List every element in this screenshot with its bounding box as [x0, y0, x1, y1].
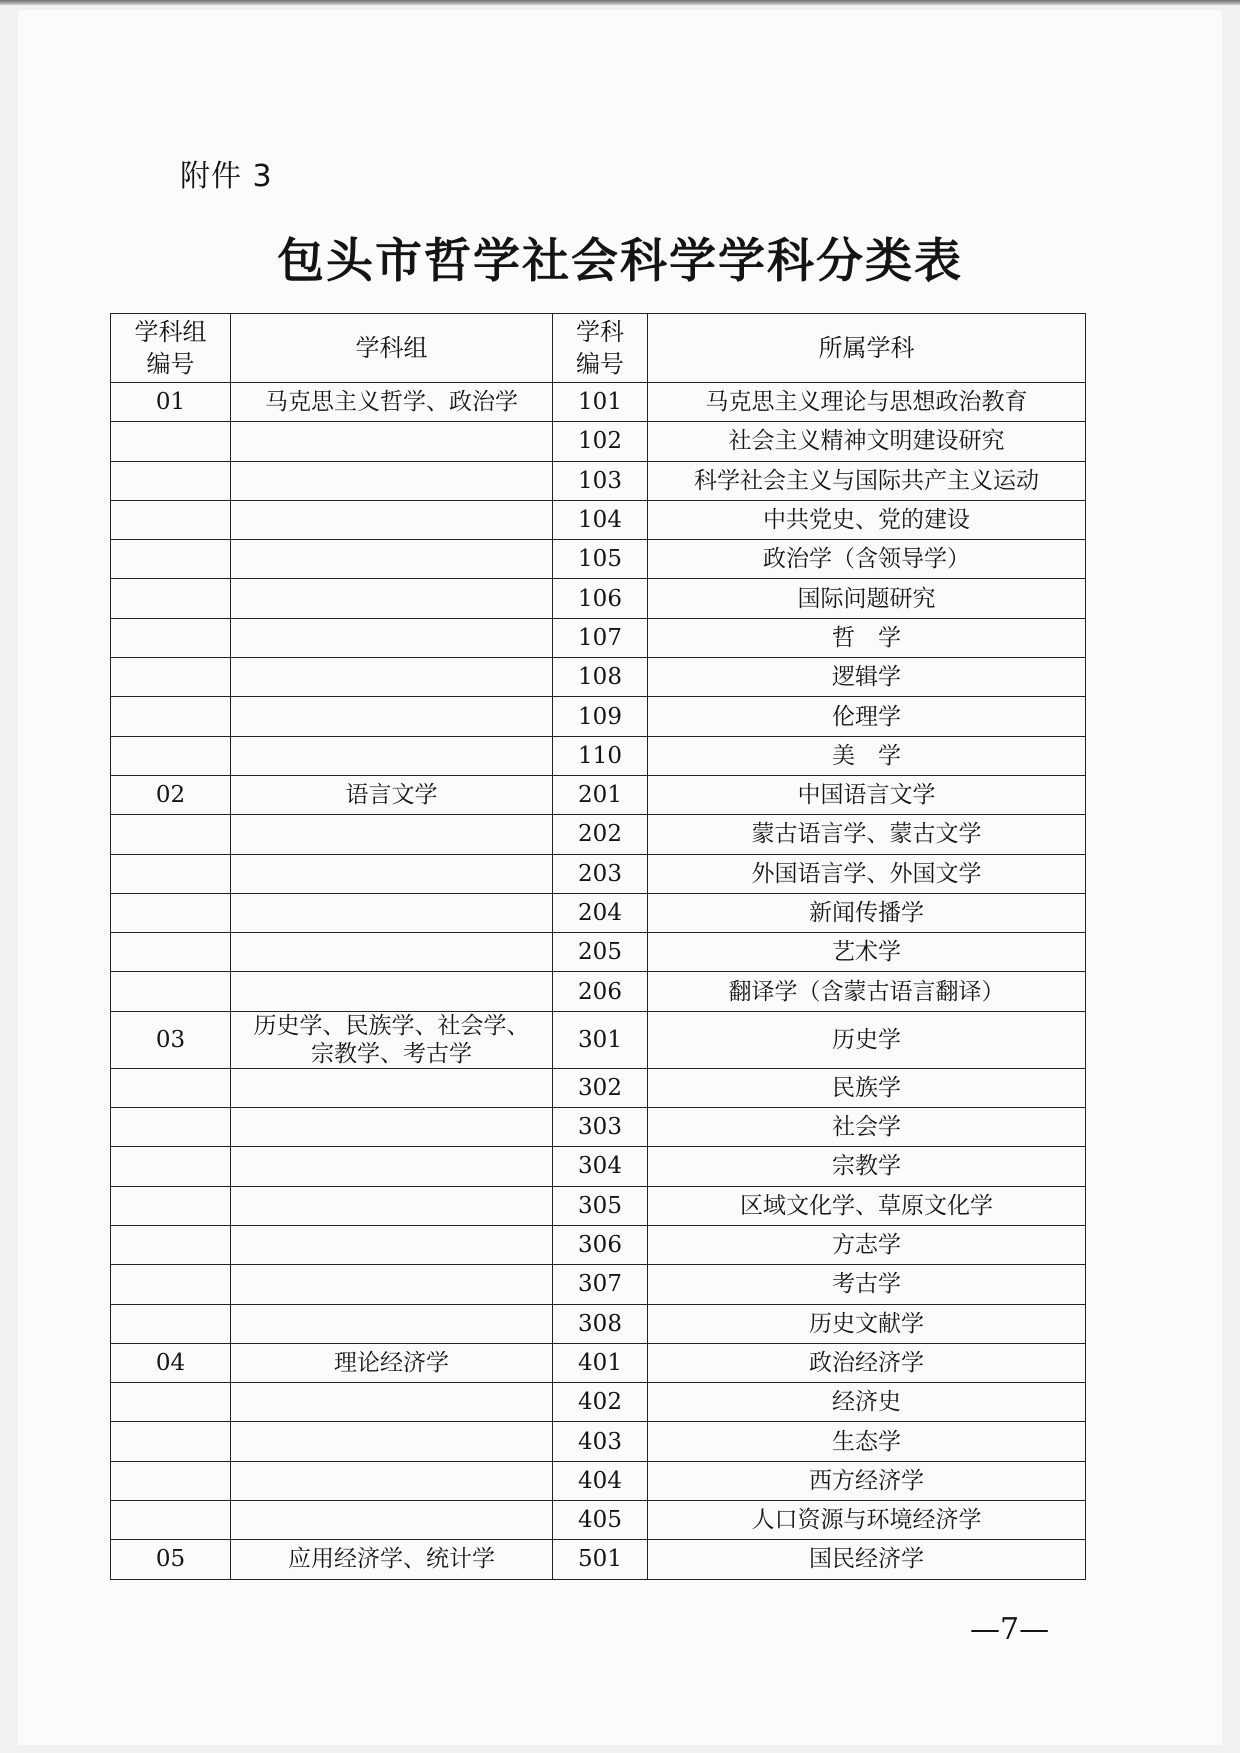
header-subject-code	[553, 314, 648, 383]
cell-group	[231, 422, 553, 461]
table-row	[111, 933, 1086, 972]
table-row	[111, 1540, 1086, 1579]
cell-group	[231, 815, 553, 854]
cell-subject-code: 403	[553, 1422, 648, 1461]
cell-group	[231, 1265, 553, 1304]
cell-subject: 政治经济学	[648, 1343, 1086, 1382]
cell-group-code	[111, 540, 231, 579]
subject-classification-table	[110, 313, 1086, 1580]
cell-subject-code: 101	[553, 383, 648, 422]
cell-subject-code: 306	[553, 1225, 648, 1264]
cell-subject-code: 307	[553, 1265, 648, 1304]
cell-group-code	[111, 815, 231, 854]
cell-group	[231, 1147, 553, 1186]
cell-group-code: 03	[111, 1011, 231, 1068]
cell-subject-code: 402	[553, 1383, 648, 1422]
cell-group	[231, 736, 553, 775]
table-row	[111, 1383, 1086, 1422]
table-row	[111, 1304, 1086, 1343]
table-row	[111, 1147, 1086, 1186]
cell-subject: 西方经济学	[648, 1461, 1086, 1500]
cell-subject-code: 108	[553, 658, 648, 697]
cell-group-code	[111, 1422, 231, 1461]
table-row	[111, 775, 1086, 814]
cell-subject-code: 501	[553, 1540, 648, 1579]
cell-group	[231, 658, 553, 697]
cell-subject: 逻辑学	[648, 658, 1086, 697]
cell-subject-code: 103	[553, 461, 648, 500]
cell-group	[231, 1304, 553, 1343]
cell-subject-code: 104	[553, 500, 648, 539]
cell-group-code	[111, 854, 231, 893]
cell-group-code	[111, 1265, 231, 1304]
cell-subject-code: 110	[553, 736, 648, 775]
cell-subject-code: 106	[553, 579, 648, 618]
cell-group-code	[111, 658, 231, 697]
header-subject-code-line2: 编号	[576, 350, 624, 378]
cell-subject: 社会学	[648, 1108, 1086, 1147]
attachment-label: 附件 3	[180, 159, 273, 194]
cell-group: 应用经济学、统计学	[231, 1540, 553, 1579]
table-row	[111, 1186, 1086, 1225]
cell-subject-code: 202	[553, 815, 648, 854]
cell-group	[231, 618, 553, 657]
cell-subject: 中共党史、党的建设	[648, 500, 1086, 539]
header-group: 学科组	[231, 314, 553, 383]
table-row	[111, 697, 1086, 736]
cell-group	[231, 1461, 553, 1500]
cell-group-code	[111, 1383, 231, 1422]
cell-group	[231, 1501, 553, 1540]
cell-subject-code: 201	[553, 775, 648, 814]
cell-group-code	[111, 1186, 231, 1225]
cell-subject-code: 404	[553, 1461, 648, 1500]
cell-subject-code: 302	[553, 1068, 648, 1107]
cell-subject-code: 308	[553, 1304, 648, 1343]
table-row	[111, 383, 1086, 422]
cell-subject-code: 303	[553, 1108, 648, 1147]
cell-group-code	[111, 1304, 231, 1343]
table-row	[111, 736, 1086, 775]
cell-group	[231, 1068, 553, 1107]
cell-subject: 美 学	[648, 736, 1086, 775]
cell-subject-code: 109	[553, 697, 648, 736]
cell-group: 语言文学	[231, 775, 553, 814]
table-row	[111, 461, 1086, 500]
cell-group-code: 05	[111, 1540, 231, 1579]
cell-subject-code: 205	[553, 933, 648, 972]
cell-subject-code: 204	[553, 893, 648, 932]
table-row	[111, 1265, 1086, 1304]
table-row	[111, 658, 1086, 697]
cell-group: 历史学、民族学、社会学、宗教学、考古学	[231, 1011, 553, 1068]
table-row	[111, 500, 1086, 539]
header-group-code-line1: 学科组	[134, 318, 207, 346]
cell-subject: 人口资源与环境经济学	[648, 1501, 1086, 1540]
cell-subject: 国际问题研究	[648, 579, 1086, 618]
cell-group-code	[111, 618, 231, 657]
table-row	[111, 618, 1086, 657]
cell-group-code	[111, 893, 231, 932]
cell-group	[231, 972, 553, 1011]
table-row	[111, 1108, 1086, 1147]
cell-group-code: 04	[111, 1343, 231, 1382]
cell-group-code	[111, 972, 231, 1011]
header-subject-code-line1: 学科	[576, 318, 624, 346]
table-row	[111, 422, 1086, 461]
table-row	[111, 854, 1086, 893]
cell-group-code	[111, 1461, 231, 1500]
cell-group-code	[111, 461, 231, 500]
cell-subject: 新闻传播学	[648, 893, 1086, 932]
cell-subject: 外国语言学、外国文学	[648, 854, 1086, 893]
table-row	[111, 1068, 1086, 1107]
cell-subject-code: 301	[553, 1011, 648, 1068]
table-row	[111, 893, 1086, 932]
cell-subject-code: 304	[553, 1147, 648, 1186]
table-row	[111, 579, 1086, 618]
cell-group-code	[111, 1068, 231, 1107]
cell-subject: 宗教学	[648, 1147, 1086, 1186]
table-row	[111, 1011, 1086, 1068]
cell-subject: 社会主义精神文明建设研究	[648, 422, 1086, 461]
table-row	[111, 540, 1086, 579]
cell-group	[231, 697, 553, 736]
cell-subject: 翻译学（含蒙古语言翻译）	[648, 972, 1086, 1011]
cell-group-code	[111, 1501, 231, 1540]
cell-subject: 艺术学	[648, 933, 1086, 972]
cell-group	[231, 1422, 553, 1461]
scan-top-edge	[0, 0, 1240, 5]
cell-group	[231, 500, 553, 539]
page-number: —7—	[970, 1612, 1050, 1647]
cell-subject: 区域文化学、草原文化学	[648, 1186, 1086, 1225]
cell-group	[231, 893, 553, 932]
table-row	[111, 1343, 1086, 1382]
header-group-code	[111, 314, 231, 383]
cell-subject-code: 203	[553, 854, 648, 893]
cell-subject-code: 405	[553, 1501, 648, 1540]
cell-group	[231, 933, 553, 972]
cell-group	[231, 1225, 553, 1264]
cell-subject: 经济史	[648, 1383, 1086, 1422]
cell-group	[231, 461, 553, 500]
table-row	[111, 1225, 1086, 1264]
cell-subject-code: 305	[553, 1186, 648, 1225]
table-body	[111, 383, 1086, 1580]
cell-subject: 哲 学	[648, 618, 1086, 657]
cell-group	[231, 579, 553, 618]
cell-group	[231, 1383, 553, 1422]
cell-group-code	[111, 1108, 231, 1147]
cell-subject: 中国语言文学	[648, 775, 1086, 814]
cell-subject: 生态学	[648, 1422, 1086, 1461]
cell-group	[231, 1108, 553, 1147]
cell-group	[231, 540, 553, 579]
header-group-code-line2: 编号	[146, 350, 195, 378]
cell-group-code	[111, 1225, 231, 1264]
cell-subject: 民族学	[648, 1068, 1086, 1107]
table-header-row	[111, 314, 1086, 383]
cell-subject: 马克思主义理论与思想政治教育	[648, 383, 1086, 422]
cell-subject-code: 105	[553, 540, 648, 579]
cell-subject-code: 206	[553, 972, 648, 1011]
cell-group	[231, 854, 553, 893]
cell-subject-code: 107	[553, 618, 648, 657]
cell-subject: 伦理学	[648, 697, 1086, 736]
cell-subject: 考古学	[648, 1265, 1086, 1304]
cell-subject-code: 401	[553, 1343, 648, 1382]
cell-subject-code: 102	[553, 422, 648, 461]
cell-group-code: 01	[111, 383, 231, 422]
cell-subject: 国民经济学	[648, 1540, 1086, 1579]
cell-subject: 蒙古语言学、蒙古文学	[648, 815, 1086, 854]
table-row	[111, 1501, 1086, 1540]
cell-group-code	[111, 697, 231, 736]
cell-group-code	[111, 579, 231, 618]
cell-group-code	[111, 500, 231, 539]
page-title: 包头市哲学社会科学学科分类表	[277, 234, 963, 289]
cell-subject: 历史学	[648, 1011, 1086, 1068]
cell-group-code: 02	[111, 775, 231, 814]
table-row	[111, 1422, 1086, 1461]
cell-group-code	[111, 736, 231, 775]
cell-subject: 历史文献学	[648, 1304, 1086, 1343]
cell-group-code	[111, 1147, 231, 1186]
cell-subject: 政治学（含领导学）	[648, 540, 1086, 579]
cell-subject: 科学社会主义与国际共产主义运动	[648, 461, 1086, 500]
cell-group: 理论经济学	[231, 1343, 553, 1382]
cell-subject: 方志学	[648, 1225, 1086, 1264]
table-row	[111, 1461, 1086, 1500]
header-subject: 所属学科	[648, 314, 1086, 383]
table-row	[111, 972, 1086, 1011]
table-row	[111, 815, 1086, 854]
cell-group-code	[111, 422, 231, 461]
cell-group-code	[111, 933, 231, 972]
cell-group	[231, 1186, 553, 1225]
cell-group: 马克思主义哲学、政治学	[231, 383, 553, 422]
